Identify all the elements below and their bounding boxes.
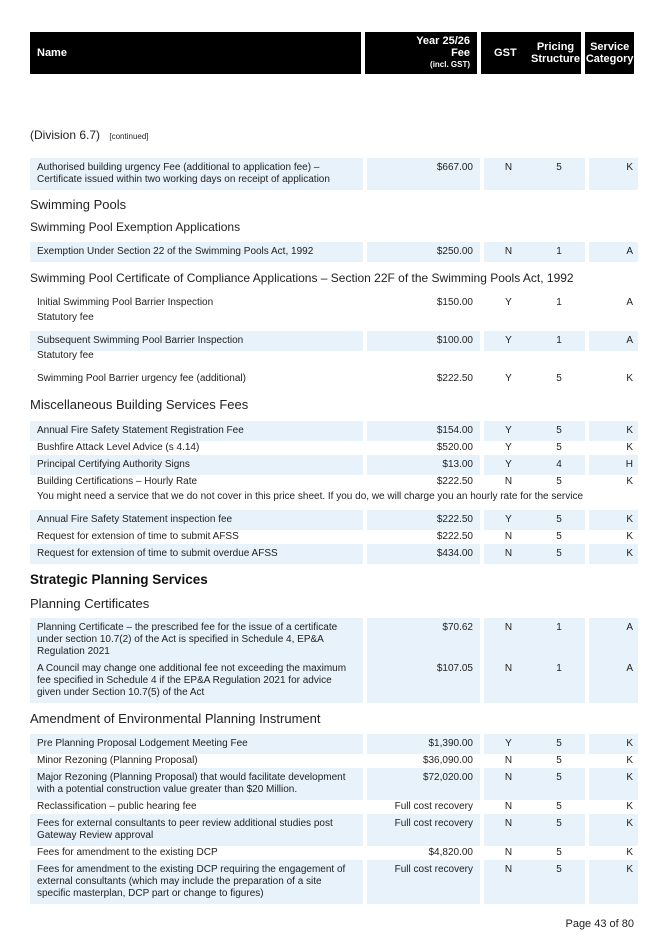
row-fee: $1,390.00 [367,734,480,754]
row-pricing: 5 [556,755,562,766]
heading-strategic: Strategic Planning Services [30,572,208,587]
row-name: Building Certifications – Hourly Rate [37,476,198,487]
header-fee-line3: (incl. GST) [430,60,471,69]
row-fee: $13.00 [367,455,480,475]
row-category: A [589,618,638,662]
row-name: Authorised building urgency Fee (additional to application fee) – Certificate issued within two working days on receipt of application [30,158,363,190]
header-service-line2: Category [585,53,634,65]
table-header [30,32,634,74]
fee-table-page [30,32,634,899]
row-name: Annual Fire Safety Statement inspection fee [30,510,363,530]
row-gst: Y [484,455,533,475]
row-category: K [626,801,633,812]
row-name: Fees for external consultants to peer review additional studies post Gateway Review approval [30,814,363,846]
row-gst: N [504,847,513,858]
table-row [30,369,638,389]
row-fee: $100.00 [367,331,480,351]
row-gst: Y [505,373,512,384]
heading-amendment: Amendment of Environmental Planning Instrument [30,711,321,726]
statutory-note: Statutory fee [37,350,94,361]
row-fee: $70.62 [367,618,480,662]
row-gst: N [504,476,513,487]
row-fee: $4,820.00 [428,847,473,858]
row-fee: $72,020.00 [367,768,480,800]
heading-planning-certs: Planning Certificates [30,596,150,611]
table-row [30,659,638,703]
row-pricing: 5 [533,158,585,190]
row-name: Principal Certifying Authority Signs [30,455,363,475]
row-category: K [626,531,633,542]
row-fee: $520.00 [436,442,473,453]
row-name: Request for extension of time to submit AFSS [37,531,239,542]
row-pricing: 5 [533,421,585,441]
row-category: K [626,476,633,487]
row-gst: N [504,531,513,542]
row-fee: Full cost recovery [394,801,473,812]
page-number: Page 43 of 80 [565,918,634,930]
row-fee: $250.00 [367,242,480,262]
row-name: Request for extension of time to submit overdue AFSS [30,544,363,564]
row-category: K [626,847,633,858]
header-gst: GST [481,32,530,74]
table-row [30,472,638,492]
row-gst: N [484,768,533,800]
row-category: K [589,768,638,800]
row-name: Swimming Pool Barrier urgency fee (additional) [37,373,246,384]
header-fee-line1: Year 25/26 [416,35,471,47]
row-gst: N [484,659,533,703]
row-gst: N [484,814,533,846]
row-name: A Council may change one additional fee not exceeding the maximum fee specified in Schedule 4 if the EP&A Regulation 2021 for advice given under Section 10.7(5) of the Act [30,659,363,703]
row-gst: Y [505,442,512,453]
row-fee: Full cost recovery [367,814,480,846]
header-service-category [585,32,634,74]
row-name: Fees for amendment to the existing DCP [37,847,218,858]
row-category: K [589,544,638,564]
row-gst: N [484,158,533,190]
row-pricing: 5 [533,860,585,904]
row-pricing: 5 [533,510,585,530]
row-category: K [589,421,638,441]
row-pricing: 1 [556,297,562,308]
heading-swimming-pools: Swimming Pools [30,197,127,212]
row-gst: N [484,618,533,662]
division-continued: [continued] [109,132,149,141]
row-name: Annual Fire Safety Statement Registration Fee [30,421,363,441]
row-pricing: 5 [556,442,562,453]
header-fee-line2: Fee [451,47,471,59]
row-pricing: 5 [533,734,585,754]
row-category: K [626,755,633,766]
row-fee: $36,090.00 [422,755,473,766]
row-pricing: 5 [533,544,585,564]
row-gst: Y [484,734,533,754]
row-category: A [589,331,638,351]
row-pricing: 1 [533,659,585,703]
row-fee: $667.00 [367,158,480,190]
row-name: Major Rezoning (Planning Proposal) that would facilitate development with a potential construction value greater than $20 Million. [30,768,363,800]
heading-misc: Miscellaneous Building Services Fees [30,397,249,412]
header-fee [365,32,477,74]
row-gst: Y [505,297,512,308]
row-pricing: 5 [556,801,562,812]
table-row [30,293,638,313]
row-name: Fees for amendment to the existing DCP requiring the engagement of external consultants (which may include the preparation of a site specific masterplan, DCP part or change to figures) [30,860,363,904]
header-pricing-line1: Pricing [536,41,575,53]
row-category: K [626,373,633,384]
row-gst: Y [484,421,533,441]
row-name: Reclassification – public hearing fee [37,801,197,812]
row-pricing: 1 [533,331,585,351]
row-category: K [589,510,638,530]
table-row [30,158,638,190]
row-pricing: 5 [533,768,585,800]
row-gst: Y [484,510,533,530]
row-pricing: 5 [556,847,562,858]
table-row [30,242,638,262]
row-fee: $107.05 [367,659,480,703]
table-row [30,331,638,351]
row-pricing: 4 [533,455,585,475]
heading-compliance: Swimming Pool Certificate of Compliance Applications – Section 22F of the Swimming Pools Act, 1992 [30,271,574,285]
row-name: Planning Certificate – the prescribed fee for the issue of a certificate under section 10.7(2) of the Act is specified in Schedule 4, EP&A Regulation 2021 [30,618,363,662]
row-gst: N [504,801,513,812]
heading-exemption-apps: Swimming Pool Exemption Applications [30,220,241,234]
division-text: (Division 6.7) [30,128,101,142]
row-name: Subsequent Swimming Pool Barrier Inspection [30,331,363,351]
hourly-rate-note: You might need a service that we do not cover in this price sheet. If you do, we will charge you an hourly rate for the service [37,491,584,502]
row-fee: $222.50 [436,373,473,384]
row-category: K [589,158,638,190]
row-category: K [589,860,638,904]
row-category: A [589,659,638,703]
row-gst: N [484,860,533,904]
row-gst: Y [484,331,533,351]
table-row [30,860,638,904]
row-name: Pre Planning Proposal Lodgement Meeting Fee [30,734,363,754]
row-fee: $434.00 [367,544,480,564]
row-name: Exemption Under Section 22 of the Swimming Pools Act, 1992 [30,242,363,262]
table-row [30,768,638,800]
row-pricing: 5 [556,373,562,384]
row-gst: N [504,755,513,766]
table-row [30,814,638,846]
row-name: Initial Swimming Pool Barrier Inspection [37,297,214,308]
row-category: A [589,242,638,262]
row-fee: $154.00 [367,421,480,441]
row-name: Bushfire Attack Level Advice (s 4.14) [37,442,200,453]
header-name: Name [30,32,361,74]
row-fee: $222.50 [436,476,473,487]
row-name: Minor Rezoning (Planning Proposal) [37,755,198,766]
row-category: K [626,442,633,453]
row-pricing: 5 [556,531,562,542]
statutory-note: Statutory fee [37,312,94,323]
header-pricing-line2: Structure [531,53,580,65]
row-fee: $222.50 [367,510,480,530]
table-row [30,618,638,662]
row-gst: N [484,544,533,564]
table-row [30,544,638,564]
row-gst: N [484,242,533,262]
row-pricing: 1 [533,618,585,662]
row-fee: $222.50 [436,531,473,542]
row-pricing: 5 [556,476,562,487]
row-pricing: 5 [533,814,585,846]
row-fee: $150.00 [436,297,473,308]
row-category: K [589,814,638,846]
header-service-line1: Service [590,41,630,53]
header-pricing-structure [530,32,582,74]
division-label [30,128,149,142]
row-category: H [589,455,638,475]
row-fee: Full cost recovery [367,860,480,904]
row-pricing: 1 [533,242,585,262]
row-category: A [626,297,633,308]
row-category: K [589,734,638,754]
